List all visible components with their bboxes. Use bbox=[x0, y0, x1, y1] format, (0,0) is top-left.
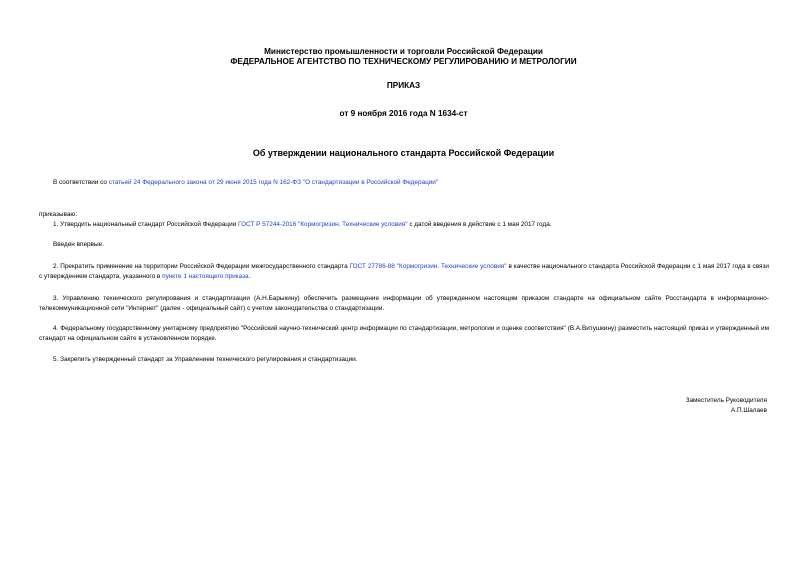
signature-name: А.П.Шалаев bbox=[730, 407, 767, 414]
ministry-name: Министерство промышленности и торговли Российской Федерации bbox=[264, 47, 543, 56]
gost-27786-link[interactable]: ГОСТ 27786-88 "Кормогризин. Технические условия" bbox=[349, 263, 507, 270]
item-3-text: 3. Управлению технического регулирования и стандартизации (А.Н.Барыкину) обеспечить размещение информации об утвержденном настоящим приказом стандарте на официальном сайте Росстандарта в информационно-телекоммуникационной сети "Интернет" (далее - официальный сайт) с учетом законодательства о стандартизации. bbox=[39, 295, 769, 312]
gost-r-57244-link[interactable]: ГОСТ Р 57244-2016 "Кормогризин. Технические условия" bbox=[237, 221, 408, 228]
agency-name: ФЕДЕРАЛЬНОЕ АГЕНТСТВО ПО ТЕХНИЧЕСКОМУ РЕГУЛИРОВАНИЮ И МЕТРОЛОГИИ bbox=[230, 57, 577, 66]
preamble bbox=[53, 178, 438, 188]
item-1-reference-link[interactable]: пункте 1 настоящего приказа bbox=[162, 273, 249, 280]
item-2-text-end: . bbox=[248, 273, 251, 280]
item-4-text: 4. Федеральному государственному унитарному предприятию "Российский научно-технический центр информации по стандартизации, метрологии и оценке соответствия" (В.А.Витушкину) разместить настоящий приказ и утвержденный им стандарт на официальном сайте в установленном порядке. bbox=[39, 325, 769, 342]
document-subject: Об утверждении национального стандарта Российской Федерации bbox=[252, 148, 555, 158]
federal-law-link[interactable]: статьей 24 Федерального закона от 29 июня 2015 года N 162-ФЗ "О стандартизации в Российской Федерации" bbox=[108, 179, 439, 186]
introduced-note: Введен впервые. bbox=[53, 241, 104, 248]
item-4 bbox=[39, 324, 769, 344]
item-2-text-mid: в качестве национального стандарта Российской Федерации с 1 мая 2017 года в связи с утверждением стандарта, указанного в bbox=[39, 263, 770, 280]
signature-position: Заместитель Руководителя bbox=[685, 397, 767, 404]
preamble-text: В соответствии со bbox=[53, 179, 109, 186]
item-2 bbox=[39, 262, 769, 282]
document-type: ПРИКАЗ bbox=[386, 81, 421, 90]
item-1-text: 1. Утвердить национальный стандарт Российской Федерации bbox=[53, 221, 238, 228]
order-word: приказываю: bbox=[39, 211, 77, 218]
item-3 bbox=[39, 294, 769, 314]
document-date-number: от 9 ноября 2016 года N 1634-ст bbox=[339, 109, 468, 118]
item-5: 5. Закрепить утвержденный стандарт за Управлением технического регулирования и стандартизации. bbox=[53, 356, 358, 363]
item-1-text-end: с датой введения в действие с 1 мая 2017 года. bbox=[407, 221, 552, 228]
item-2-text: 2. Прекратить применение на территории Российской Федерации межгосударственного стандарта bbox=[53, 263, 350, 270]
item-1 bbox=[53, 220, 552, 230]
